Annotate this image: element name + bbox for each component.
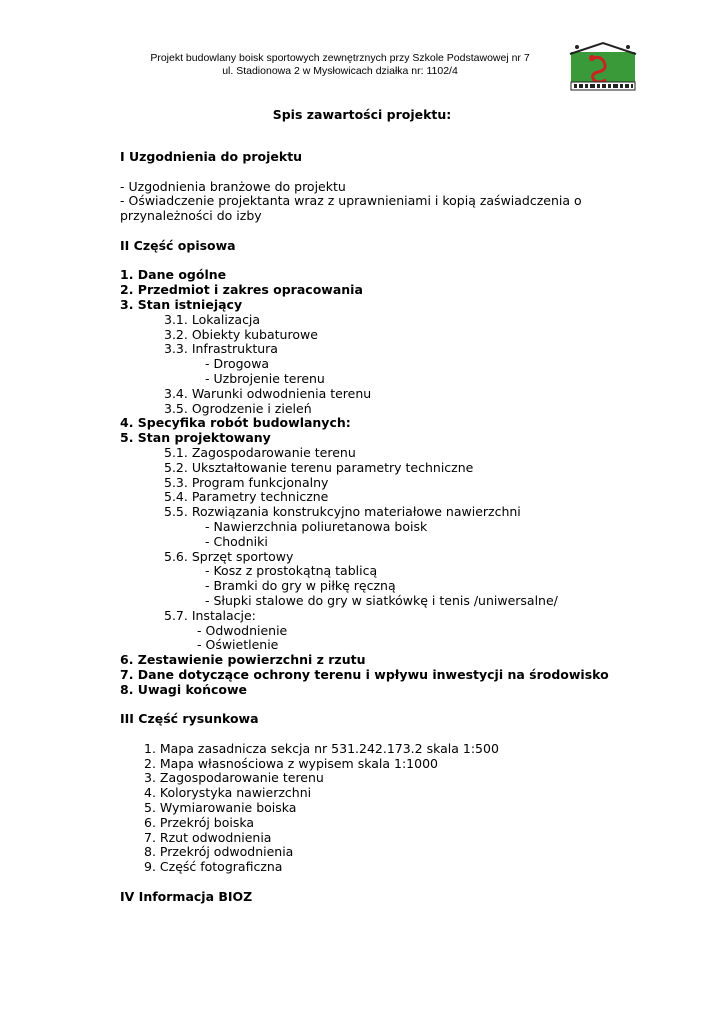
toc-item-3-3: 3.3. Infrastruktura xyxy=(164,341,278,357)
toc-item-8: 8. Uwagi końcowe xyxy=(120,681,248,697)
logo-figure-head xyxy=(589,55,595,61)
list-item: 4. Kolorystyka nawierzchni xyxy=(144,785,312,801)
toc-item-5-4: 5.4. Parametry techniczne xyxy=(164,489,329,505)
logo-dot-right xyxy=(626,45,630,49)
spacer xyxy=(120,875,610,890)
toc-item-3-4: 3.4. Warunki odwodnienia terenu xyxy=(164,385,372,401)
toc-item-3-5: 3.5. Ogrodzenie i zieleń xyxy=(164,400,312,416)
list-item: 1. Mapa zasadnicza sekcja nr 531.242.173.2 skala 1:500 xyxy=(144,740,499,756)
section-1-item: - Oświadczenie projektanta wraz z uprawnieniami i kopią zaświadczenia o przynależności do izby xyxy=(120,193,582,224)
document-title: Spis zawartości projektu: xyxy=(272,107,452,122)
toc-subitem: - Kosz z prostokątną tablicą xyxy=(205,563,378,579)
spacer xyxy=(120,697,610,712)
school-emblem-icon xyxy=(568,40,638,92)
toc-item-6: 6. Zestawienie powierzchni z rzutu xyxy=(120,652,366,668)
toc-item-3-2: 3.2. Obiekty kubaturowe xyxy=(164,326,318,342)
toc-item-5-1: 5.1. Zagospodarowanie terenu xyxy=(164,444,356,460)
table-of-contents xyxy=(120,150,610,905)
toc-subitem: - Bramki do gry w piłkę ręczną xyxy=(205,578,396,594)
toc-item-5-6: 5.6. Sprzęt sportowy xyxy=(164,548,294,564)
toc-subitem: - Oświetlenie xyxy=(197,637,279,653)
toc-item-5: 5. Stan projektowany xyxy=(120,430,271,446)
list-item: 9. Część fotograficzna xyxy=(144,859,283,875)
toc-item-2: 2. Przedmiot i zakres opracowania xyxy=(120,282,363,298)
drawings-list xyxy=(120,742,610,875)
section-2-title: II Część opisowa xyxy=(120,237,236,253)
toc-subitem: - Nawierzchnia poliuretanowa boisk xyxy=(205,518,428,534)
list-item: 2. Mapa własnościowa z wypisem skala 1:1000 xyxy=(144,755,438,771)
toc-item-3: 3. Stan istniejący xyxy=(120,296,243,312)
logo-graphic xyxy=(568,40,638,92)
toc-subitem: - Drogowa xyxy=(205,356,270,372)
spacer xyxy=(120,224,610,239)
page-header xyxy=(120,52,560,78)
list-item: 8. Przekrój odwodnienia xyxy=(144,844,294,860)
toc-item-7: 7. Dane dotyczące ochrony terenu i wpływu inwestycji na środowisko xyxy=(120,666,609,682)
logo-dot-left xyxy=(575,45,579,49)
spacer xyxy=(120,254,610,269)
toc-item-4: 4. Specyfika robót budowlanych: xyxy=(120,415,351,431)
toc-item-5-7: 5.7. Instalacje: xyxy=(164,607,256,623)
toc-item-5-3: 5.3. Program funkcjonalny xyxy=(164,474,329,490)
section-1-title: I Uzgodnienia do projektu xyxy=(120,149,303,164)
list-item: 6. Przekrój boiska xyxy=(144,814,255,830)
toc-item-1: 1. Dane ogólne xyxy=(120,267,227,283)
list-item: 5. Wymiarowanie boiska xyxy=(144,800,297,816)
section-3-title: III Część rysunkowa xyxy=(120,711,259,727)
header-line-2: ul. Stadionowa 2 w Mysłowicach działka nr: 1102/4 xyxy=(222,65,458,77)
list-item: 7. Rzut odwodnienia xyxy=(144,829,272,845)
toc-subitem: - Odwodnienie xyxy=(197,622,288,638)
header-line-1: Projekt budowlany boisk sportowych zewnętrznych przy Szkole Podstawowej nr 7 xyxy=(150,52,530,64)
spacer xyxy=(120,727,610,742)
toc-subitem: - Chodniki xyxy=(205,533,268,549)
toc-item-5-5: 5.5. Rozwiązania konstrukcyjno materiałowe nawierzchni xyxy=(164,504,521,520)
toc-item-3-1: 3.1. Lokalizacja xyxy=(164,311,261,327)
section-4-title: IV Informacja BIOZ xyxy=(120,888,253,904)
toc-item-5-2: 5.2. Ukształtowanie terenu parametry techniczne xyxy=(164,459,474,475)
list-item: 3. Zagospodarowanie terenu xyxy=(144,770,324,786)
toc-subitem: - Uzbrojenie terenu xyxy=(205,370,325,386)
toc-subitem: - Słupki stalowe do gry w siatkówkę i tenis /uniwersalne/ xyxy=(205,592,558,608)
spacer xyxy=(120,165,610,180)
section-1-item: - Uzgodnienia branżowe do projektu xyxy=(120,178,346,194)
